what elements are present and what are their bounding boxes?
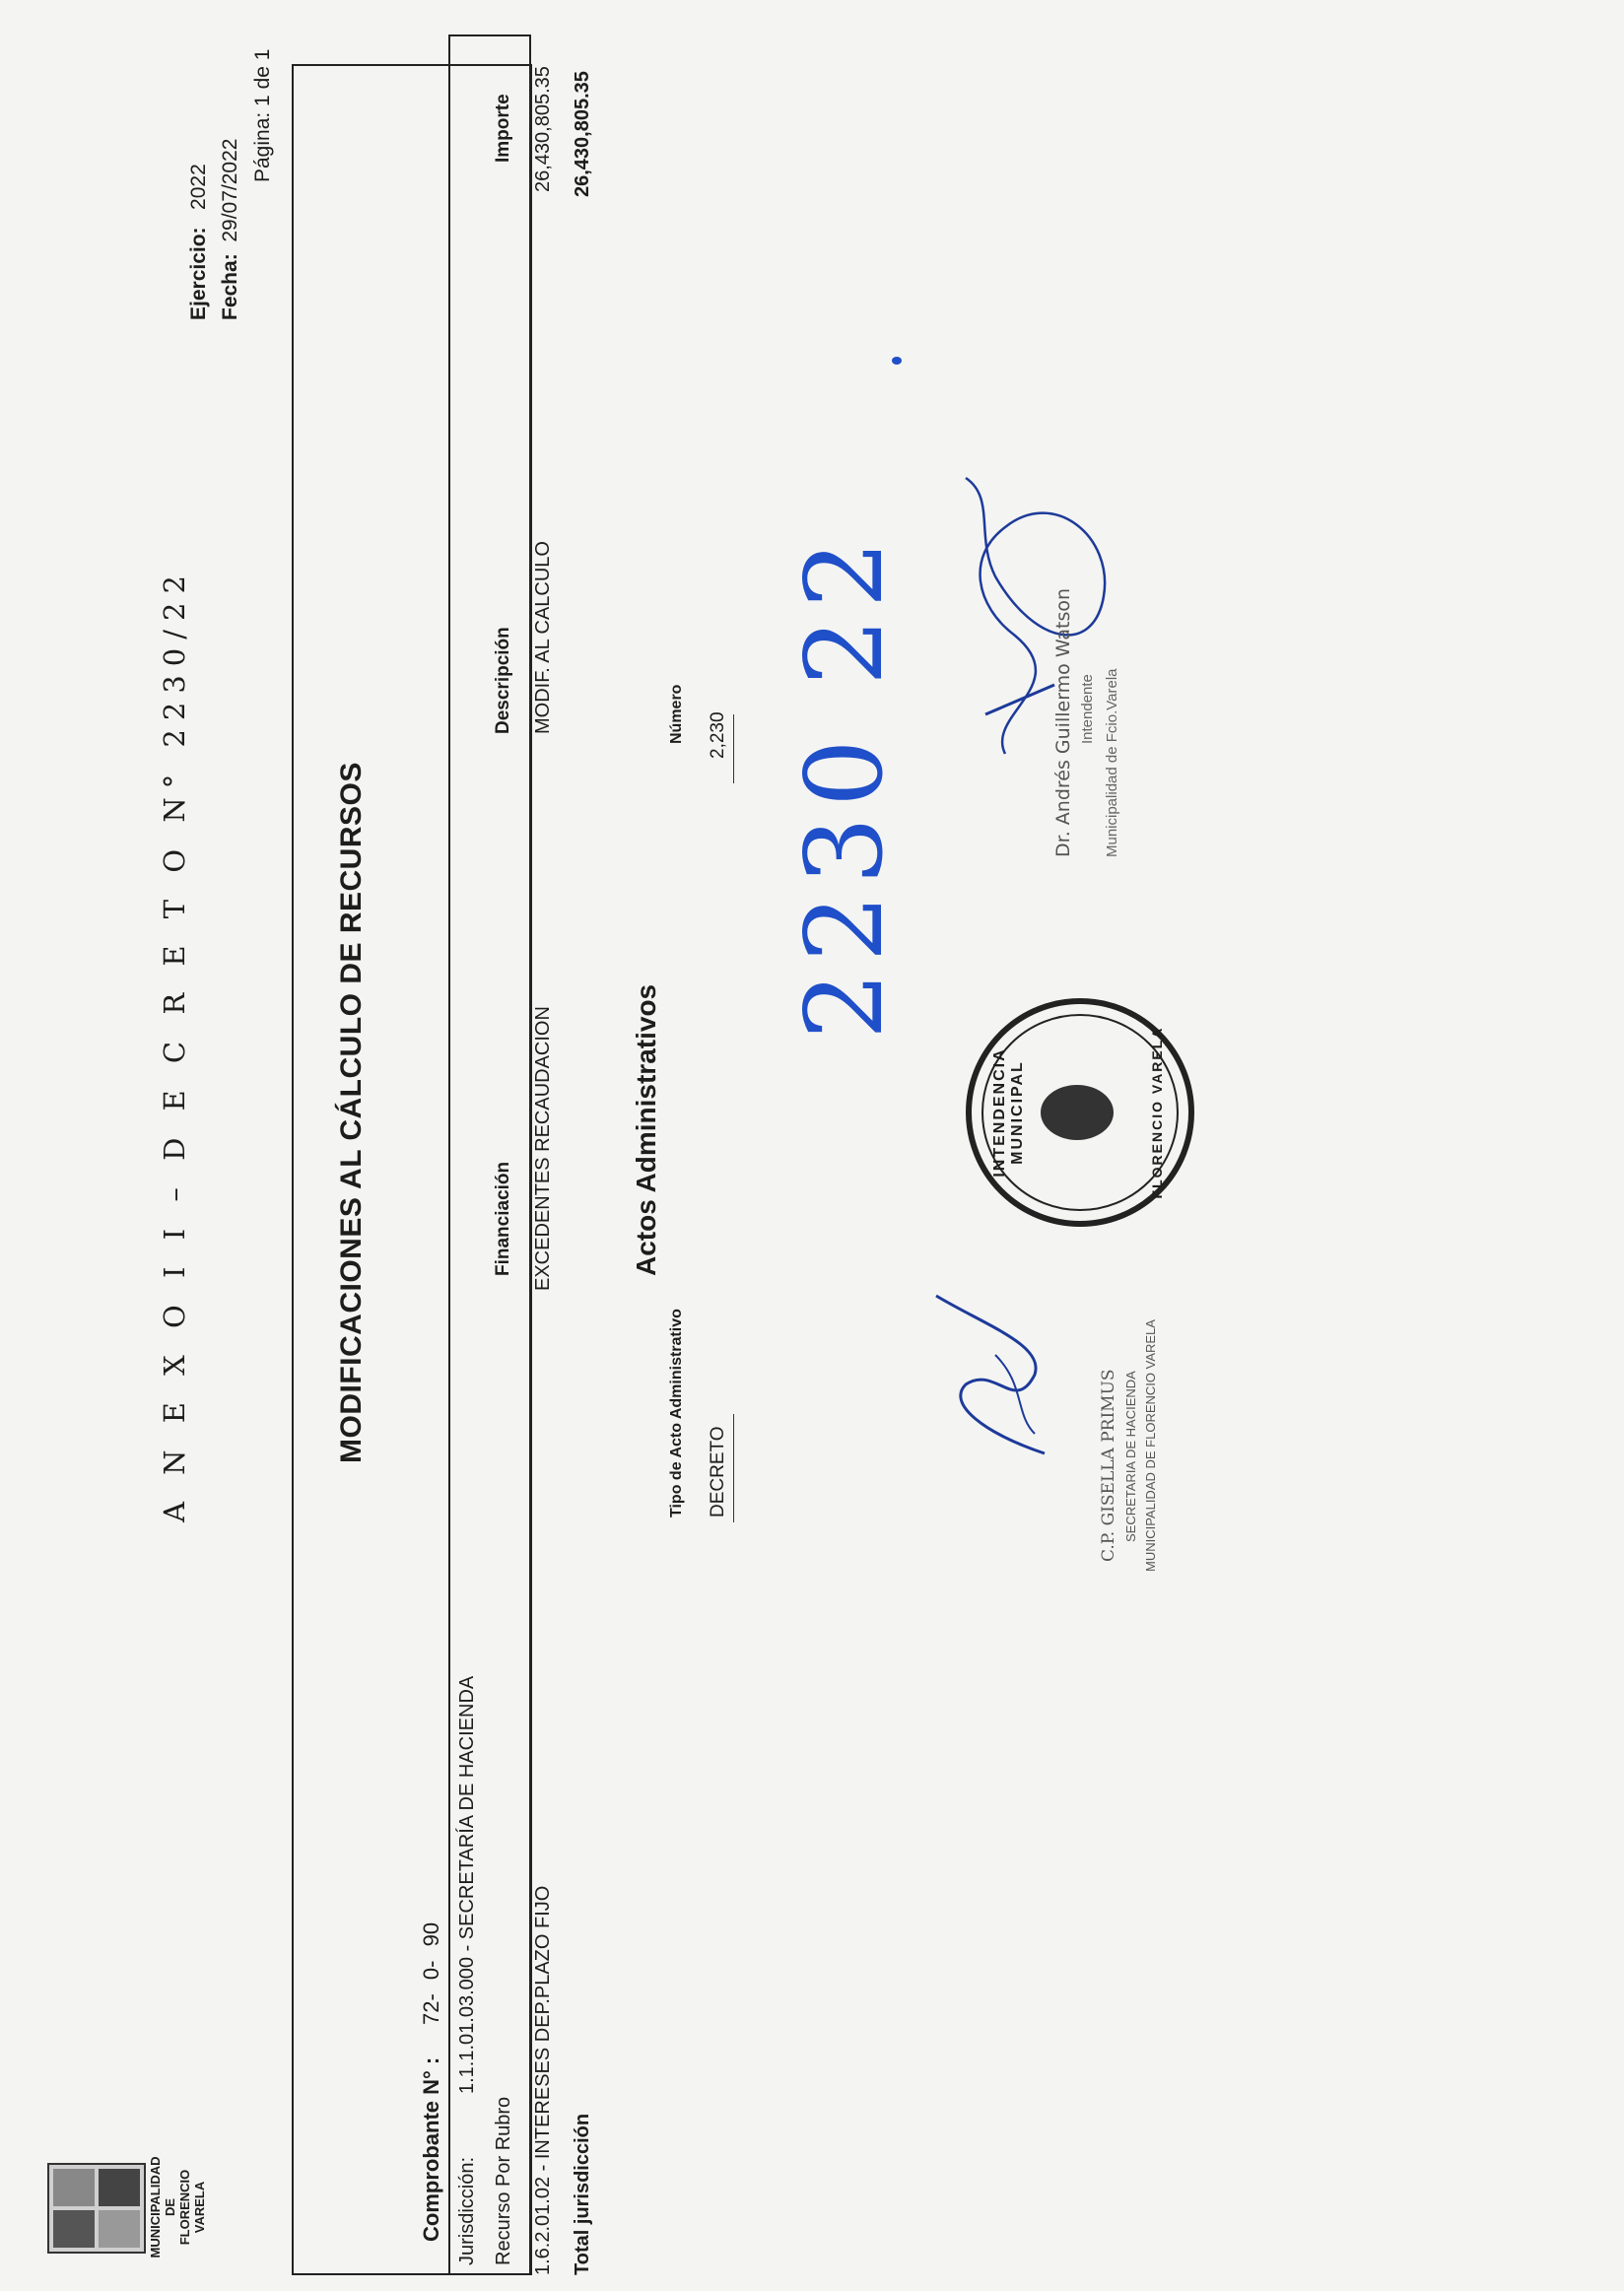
jurisdiccion-label: Jurisdicción: [456,2156,478,2265]
header-recurso: Recurso Por Rubro [493,2096,514,2265]
ejercicio-value: 2022 [187,164,210,210]
actos-title: Actos Administrativos [631,983,661,1276]
municipal-logo [39,2153,227,2261]
header-financiacion: Financiación [493,1161,513,1276]
ink-dot [892,357,902,365]
fecha [219,139,242,320]
fecha-label: Fecha: [219,253,241,320]
ejercicio [187,164,211,320]
pagina: Página: 1 de 1 [251,48,274,182]
header-descripcion: Descripción [493,627,513,734]
total-value: 26,430,805.35 [572,71,593,197]
numero-underline [733,714,734,783]
total-label: Total jurisdicción [572,2113,593,2275]
logo-line-1: MUNICIPALIDAD [148,2156,163,2258]
municipal-seal [966,998,1194,1227]
signature-left-name: C.P. GISELLA PRIMUS [1099,1369,1118,1562]
anexo-title: A N E X O I I – D E C R E T O N° 2230/22 [158,567,191,1522]
ejercicio-label: Ejercicio: [187,227,210,320]
actos-col-numero: Número [668,684,685,744]
tipo-underline [733,1414,734,1522]
actos-tipo-value: DECRETO [708,1426,728,1517]
seal-emblem-icon [1041,1085,1114,1140]
handwritten-decree-number: 2230 22 [783,530,907,1040]
comprobante-label: Comprobante N° : [419,2056,443,2242]
signature-right-name: Dr. Andrés Guillermo Watson [1052,587,1074,857]
row-importe: 26,430,805.35 [532,66,554,192]
row-recurso: 1.6.2.01.02 - INTERESES DEP.PLAZO FIJO [532,1885,554,2275]
logo-line-3: FLORENCIO VARELA [177,2169,207,2246]
page-title: MODIFICACIONES AL CÁLCULO DE RECURSOS [335,762,368,1463]
signature-left-scribble-icon [926,1276,1074,1473]
comprobante-value: 72- 0- 90 [419,1921,443,2025]
signature-right-line1: Intendente [1079,674,1096,744]
header-importe: Importe [493,94,513,163]
row-financiacion: EXCEDENTES RECAUDACION [532,1006,554,1291]
row-descripcion: MODIF. AL CALCULO [532,541,554,734]
seal-top-text: INTENDENCIA MUNICIPAL [991,1047,1026,1178]
logo-line-2: DE [163,2197,177,2217]
signature-left-line1: SECRETARIA DE HACIENDA [1123,1371,1138,1542]
signature-right-line2: Municipalidad de Fcio.Varela [1104,668,1120,857]
logo-text [148,2153,207,2261]
fecha-value: 29/07/2022 [219,138,241,242]
signature-left-line2: MUNICIPALIDAD DE FLORENCIO VARELA [1143,1319,1158,1572]
coat-of-arms-icon [47,2163,146,2254]
actos-numero-value: 2,230 [708,711,728,759]
seal-bottom-text: FLORENCIO VARELA [1149,1026,1165,1199]
actos-col-tipo: Tipo de Acto Administrativo [668,1309,685,1517]
jurisdiccion-value: 1.1.1.01.03.000 - SECRETARÍA DE HACIENDA [456,1675,478,2094]
